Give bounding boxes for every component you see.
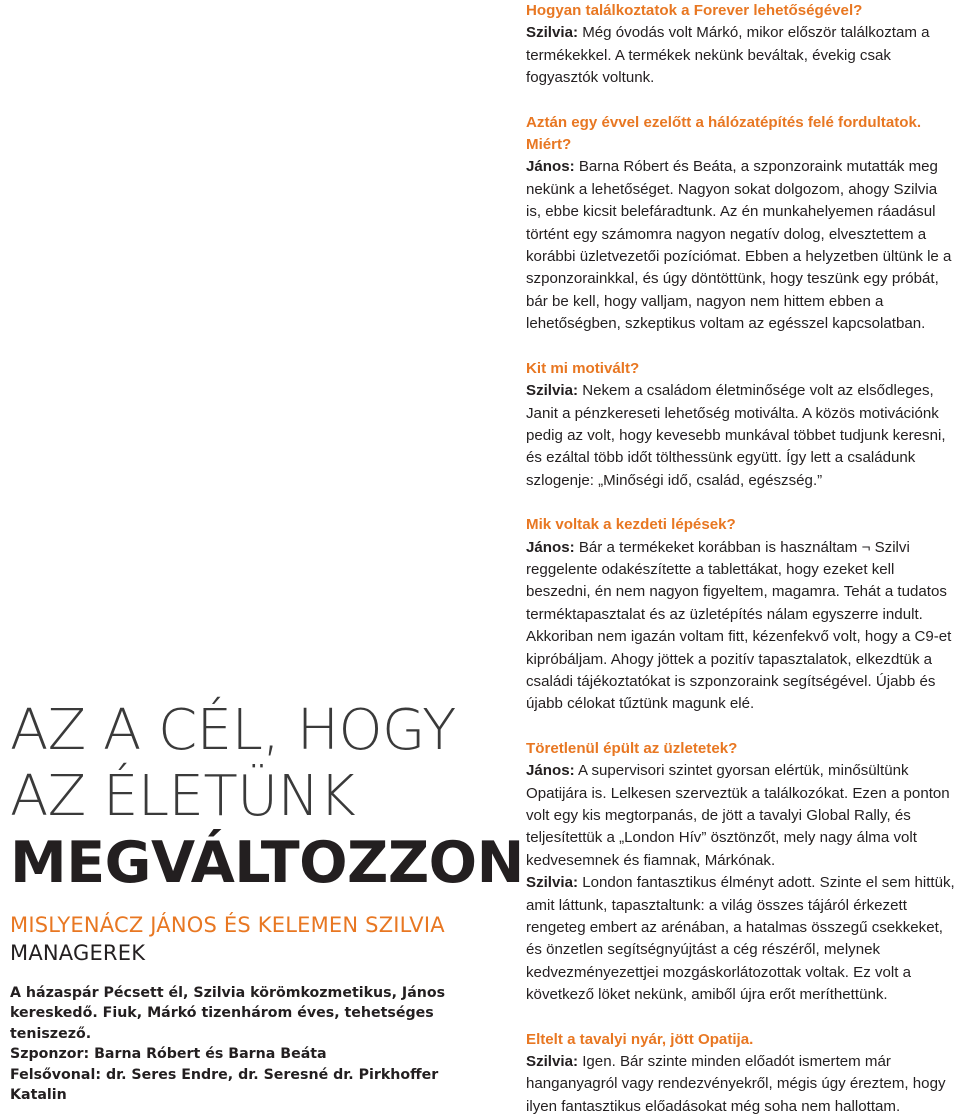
sponsor-line: Szponzor: Barna Róbert és Barna Beáta bbox=[10, 1046, 327, 1063]
answer-text: Még óvodás volt Márkó, mikor először találkoztam a termékekkel. A termékek nekünk beváltak, évekig csak fogyasztók voltunk. bbox=[526, 24, 930, 87]
bio bbox=[10, 983, 490, 1105]
speaker: János: bbox=[526, 538, 575, 556]
answer bbox=[526, 22, 956, 89]
answer-text: London fantasztikus élményt adott. Szinte el sem hittük, amit láttunk, tapasztaltunk: a világ összes tájáról érkezett rengeteg embert az arénában, a hatalmas összegű csekkeket, és önzetlen segítségnyújtást a cég részéről, melynek kedvezményezettjei mozgáskorlátozottak voltak. Ez volt a következő löket nekünk, amiből újra erőt meríthettünk. bbox=[526, 874, 955, 1004]
subject-names: MISLYENÁCZ JÁNOS ÉS KELEMEN SZILVIA bbox=[10, 913, 445, 937]
answer-text: Nekem a családom életminősége volt az elsődleges, Janit a pénzkereseti lehetőség motiválta. A közös motivációnk pedig az volt, hogy kevesebb munkával többet tudjunk keresni, és ezáltal több időt tölthessünk együtt. Így lett a családunk szlogenje: „Minőségi idő, család, egészség.” bbox=[526, 382, 946, 489]
qa-block bbox=[526, 514, 956, 716]
question: Mik voltak a kezdeti lépések? bbox=[526, 516, 736, 534]
question: Aztán egy évvel ezelőtt a hálózatépítés felé fordultatok. Miért? bbox=[526, 113, 922, 154]
answer-text: Bár a termékeket korábban is használtam ¬ Szilvi reggelente odakészítette a tablettákat, hogy ezeket kell beszedni, én nem nagyon figyeltem, magamra. Tehát a tudatos terméktapasztalat és az üzletépítés nálam egyszerre indult. Akkoriban nem igazán voltam fitt, kézenfekvő volt, hogy a C9-et kipróbáljam. Ahogy jöttek a pozitív tapasztalatok, elkezdtük a családi tájékoztatókat is szponzoraink segítségével. Újabb és újabb célokat tűztünk magunk elé. bbox=[526, 538, 952, 713]
answer bbox=[526, 380, 956, 492]
answer bbox=[526, 760, 956, 872]
qa-block bbox=[526, 738, 956, 1007]
answer-text: Barna Róbert és Beáta, a szponzoraink mutatták meg nekünk a lehetőséget. Nagyon sokat dolgozom, ahogy Szilvia is, ebbe kicsit belefáradtunk. Az én munkahelyemen ráadásul történt egy számomra nagyon negatív dolog, elvesztettem a korábbi üzletvezetői pozíciómat. Ebben a helyzetben ültünk le a szponzorainkkal, és úgy döntöttünk, hogy teszünk egy próbát, bár be kell, hogy valljam, nagyon nem hittem ebben a lehetőségben, szkeptikus voltam az egésszel kapcsolatban. bbox=[526, 158, 952, 333]
question: Töretlenül épült az üzletetek? bbox=[526, 739, 738, 757]
answer bbox=[526, 537, 956, 716]
question: Hogyan találkoztatok a Forever lehetőségével? bbox=[526, 2, 863, 19]
interview-column bbox=[526, 0, 956, 1115]
answer bbox=[526, 872, 956, 1006]
answer bbox=[526, 156, 956, 335]
answer-text: Igen. Bár szinte minden előadót ismertem már hanganyagról vagy rendezvényekről, mégis úgy éreztem, hogy ilyen fantasztikus előadásokat még soha nem hallottam. bbox=[526, 1053, 946, 1115]
speaker: János: bbox=[526, 158, 575, 176]
speaker: Szilvia: bbox=[526, 24, 579, 42]
qa-block bbox=[526, 0, 956, 90]
upline-line: Felsővonal: dr. Seres Endre, dr. Seresné dr. Pirkhoffer Katalin bbox=[10, 1066, 439, 1104]
question: Eltelt a tavalyi nyár, jött Opatija. bbox=[526, 1030, 754, 1048]
headline-line-1: AZ A CÉL, HOGY bbox=[10, 698, 456, 763]
headline-line-3: MEGVÁLTOZZON bbox=[10, 830, 524, 896]
speaker: János: bbox=[526, 762, 575, 780]
qa-block bbox=[526, 358, 956, 492]
answer-text: A supervisori szintet gyorsan elértük, minősültünk Opatijára is. Lelkesen szerveztük a találkozókat. Ezen a ponton volt egy kis megtorpanás, de jött a tavalyi Global Rally, és teljesítettük a „London Hív” ösztönzőt, mely nagy álma volt kedvesemnek és fiamnak, Márkónak. bbox=[526, 762, 950, 869]
question: Kit mi motivált? bbox=[526, 359, 640, 377]
qa-block bbox=[526, 1029, 956, 1115]
headline bbox=[10, 698, 524, 896]
subject-role: MANAGEREK bbox=[10, 941, 146, 965]
qa-block bbox=[526, 112, 956, 336]
title-block bbox=[10, 698, 524, 1105]
answer bbox=[526, 1051, 956, 1115]
speaker: Szilvia: bbox=[526, 1053, 579, 1071]
bio-line: A házaspár Pécsett él, Szilvia körömkozmetikus, János kereskedő. Fiuk, Márkó tizenhárom éves, tehetséges teniszező. bbox=[10, 985, 446, 1042]
speaker: Szilvia: bbox=[526, 382, 579, 400]
headline-line-2: AZ ÉLETÜNK bbox=[10, 764, 356, 829]
speaker: Szilvia: bbox=[526, 874, 579, 892]
